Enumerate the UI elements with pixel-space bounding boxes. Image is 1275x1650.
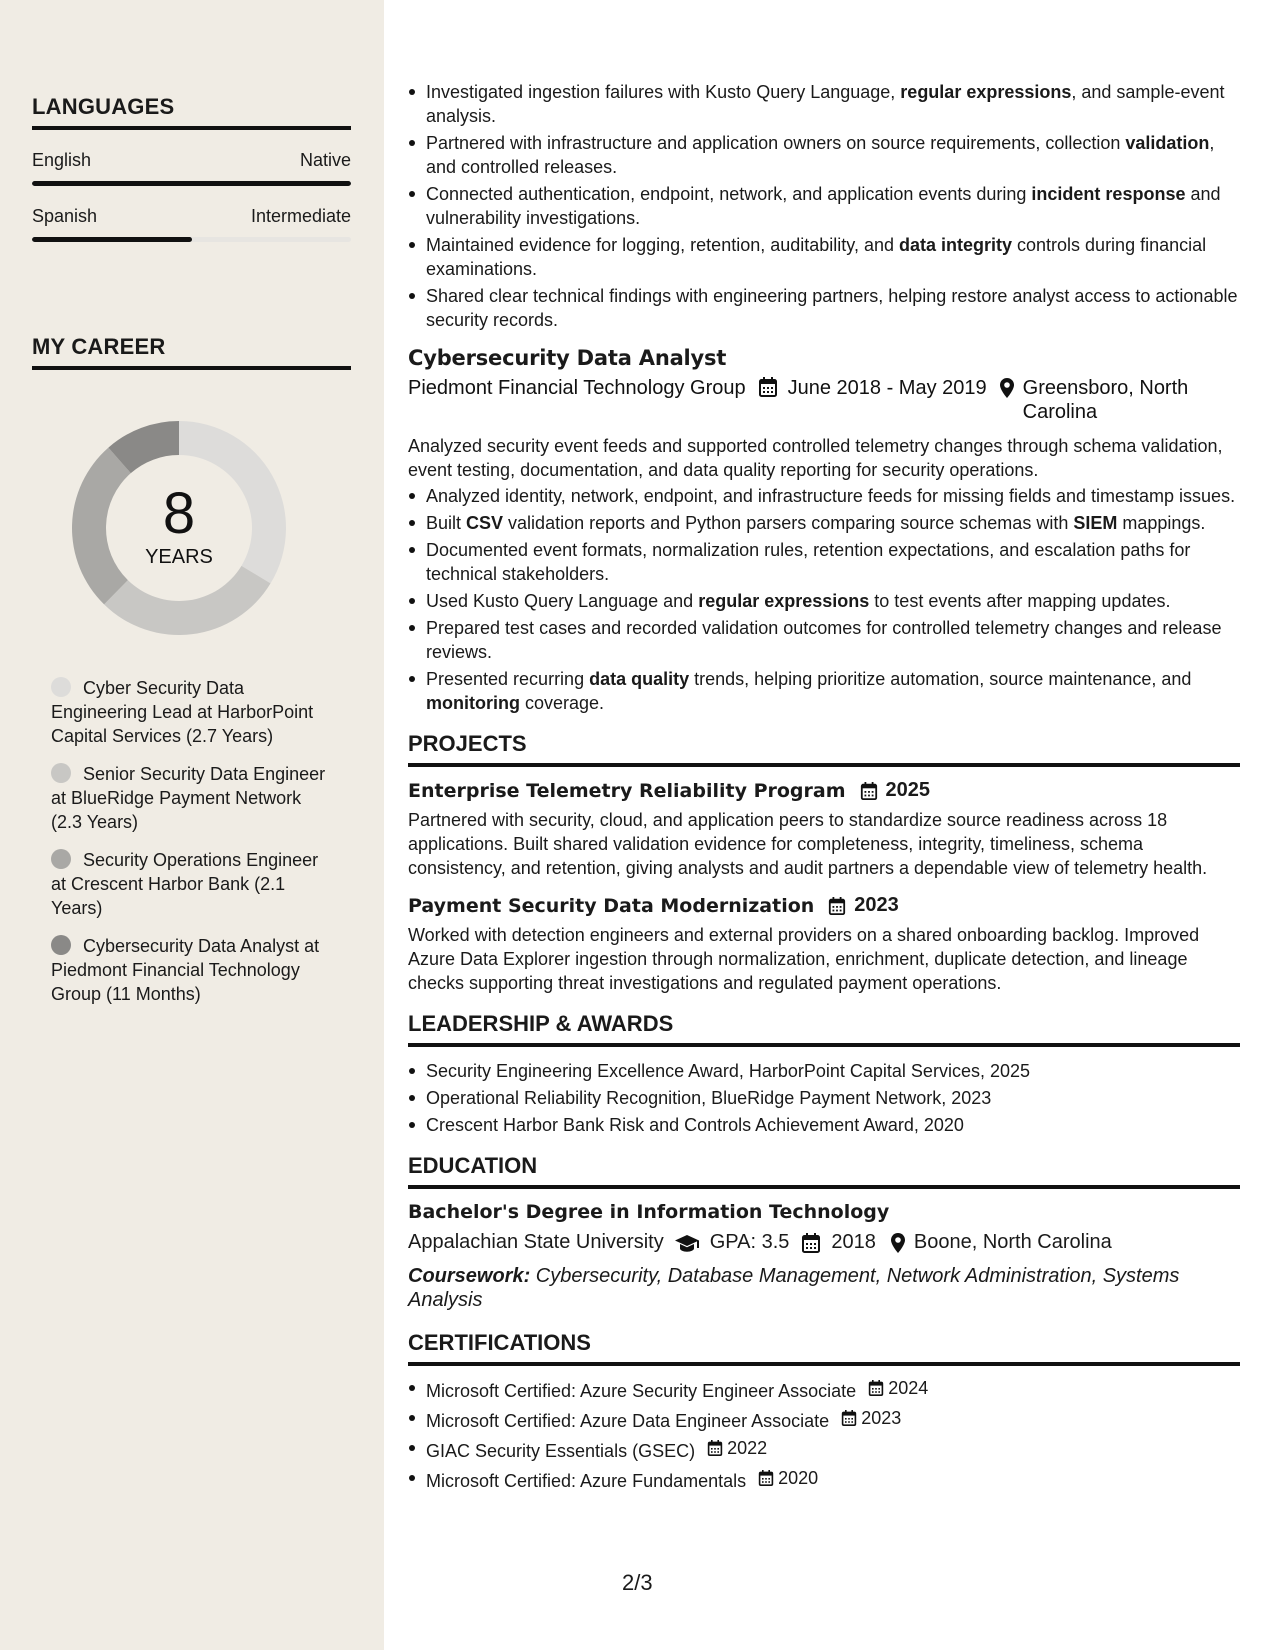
bullet-bold: CSV [466, 513, 504, 533]
certification-date-group [841, 1406, 901, 1430]
legend-label: Security Operations Engineer at Crescent Harbor Bank (2.1 Years) [51, 850, 319, 918]
career-years-label: YEARS [145, 545, 213, 568]
education-title: EDUCATION [408, 1153, 1240, 1189]
page-number: 2/3 [622, 1570, 653, 1595]
legend-label: Cyber Security Data Engineering Lead at HarborPoint Capital Services (2.7 Years) [51, 678, 314, 746]
bullet-bold: regular expressions [900, 82, 1072, 102]
bullet-bold: regular expressions [698, 591, 870, 611]
bullet-text: Shared clear technical findings with engineering partners, helping restore analyst access to actionable security records. [426, 286, 1238, 330]
legend-dot [51, 763, 71, 783]
certification-name: Microsoft Certified: Azure Fundamentals [426, 1471, 747, 1491]
legend-item [51, 934, 331, 1006]
certification-date-group [707, 1436, 767, 1460]
project-year: 2023 [854, 894, 899, 916]
awards-title: LEADERSHIP & AWARDS [408, 1011, 1240, 1047]
certification-item [408, 1406, 1240, 1433]
awards-section [408, 1011, 1240, 1137]
certification-item [408, 1466, 1240, 1493]
bullet-text: Prepared test cases and recorded validation outcomes for controlled telemetry changes and release reviews. [426, 618, 1222, 662]
bullet-item [408, 538, 1240, 586]
certification-year: 2022 [727, 1438, 768, 1458]
certifications-list [408, 1376, 1240, 1493]
language-name: Spanish [32, 206, 98, 226]
calendar-icon [707, 1439, 723, 1457]
career-donut-chart [64, 413, 294, 643]
language-proficiency-fill [32, 237, 192, 242]
award-item: Crescent Harbor Bank Risk and Controls Achievement Award, 2020 [408, 1113, 1240, 1137]
award-item: Security Engineering Excellence Award, HarborPoint Capital Services, 2025 [408, 1059, 1240, 1083]
bullet-item [408, 233, 1240, 281]
language-name: English [32, 150, 92, 170]
job-summary: Analyzed security event feeds and supported controlled telemetry changes through schema validation, event testing, documentation, and data quality reporting for security operations. [408, 436, 1223, 480]
graduation-year: 2018 [831, 1231, 876, 1253]
bullet-text: validation reports and Python parsers comparing source schemas with [503, 513, 1074, 533]
coursework-list: Cybersecurity, Database Management, Network Administration, Systems Analysis [408, 1265, 1180, 1311]
coursework [408, 1264, 1240, 1312]
bullet-text: and vulnerability investigations. [426, 184, 1221, 228]
career-section [32, 334, 351, 370]
project-item [408, 894, 1240, 995]
education-meta [408, 1231, 1240, 1254]
bullet-bold: incident response [1031, 184, 1186, 204]
certification-name: Microsoft Certified: Azure Security Engineer Associate [426, 1381, 857, 1401]
bullet-item [408, 182, 1240, 230]
bullet-text: Partnered with infrastructure and application owners on source requirements, collection [426, 133, 1126, 153]
previous-job-bullets [408, 80, 1240, 332]
legend-dot [51, 677, 71, 697]
legend-dot [51, 935, 71, 955]
bullet-text: Built [426, 513, 467, 533]
calendar-icon [828, 896, 846, 916]
bullet-bold: data integrity [898, 235, 1013, 255]
language-level: Intermediate [250, 206, 351, 226]
donut-center [64, 413, 294, 643]
bullet-bold: validation [1125, 133, 1210, 153]
project-year: 2025 [885, 779, 931, 801]
award-item: Operational Reliability Recognition, BlueRidge Payment Network, 2023 [408, 1086, 1240, 1110]
bullet-item [408, 131, 1240, 179]
job-location: Greensboro, North Carolina [1022, 377, 1189, 423]
project-item [408, 779, 1240, 880]
bullet-text: Used Kusto Query Language and [426, 591, 699, 611]
calendar-icon [758, 376, 778, 398]
certification-name: GIAC Security Essentials (GSEC) [426, 1441, 696, 1461]
calendar-icon [860, 781, 878, 801]
bullet-text: , and sample-event analysis. [426, 82, 1225, 126]
project-header [408, 894, 1240, 917]
job-dates-group [758, 376, 987, 424]
language-item [32, 150, 351, 186]
bullet-bold: data quality [589, 669, 690, 689]
language-item [32, 206, 351, 242]
bullet-text: Analyzed identity, network, endpoint, and infrastructure feeds for missing fields and timestamp issues. [426, 486, 1236, 506]
bullet-text: controls during financial examinations. [426, 235, 1207, 279]
bullet-text: mappings. [1117, 513, 1206, 533]
sidebar [0, 0, 384, 1650]
bullet-item [408, 284, 1240, 332]
location-pin-icon [999, 377, 1015, 399]
awards-list [408, 1059, 1240, 1137]
calendar-icon [758, 1469, 774, 1487]
language-proficiency-bar [32, 237, 351, 242]
certifications-section [408, 1330, 1240, 1493]
school-name: Appalachian State University [408, 1231, 664, 1253]
bullet-item [408, 484, 1240, 508]
bullet-item [408, 511, 1240, 535]
bullet-text: Investigated ingestion failures with Kusto Query Language, [426, 82, 901, 102]
bullet-text: Presented recurring [426, 669, 590, 689]
bullet-bold: SIEM [1073, 513, 1118, 533]
project-description: Worked with detection engineers and external providers on a shared onboarding backlog. Improved Azure Data Explorer ingestion through normalization, enrichment, duplicate detection, and lineage checks supporting threat investigations and regulated payment operations. [408, 925, 1200, 993]
bullet-item [408, 589, 1240, 613]
bullet-item [408, 80, 1240, 128]
certification-year: 2023 [861, 1408, 902, 1428]
job-company: Piedmont Financial Technology Group [408, 377, 746, 399]
projects-title: PROJECTS [408, 731, 1240, 767]
certification-year: 2020 [778, 1468, 819, 1488]
bullet-bold: monitoring [426, 693, 520, 713]
bullet-text: Documented event formats, normalization rules, retention expectations, and escalation paths for technical stakeholders. [426, 540, 1191, 584]
legend-label: Senior Security Data Engineer at BlueRidge Payment Network (2.3 Years) [51, 764, 326, 832]
career-legend [51, 676, 331, 1020]
bullet-item [408, 667, 1240, 715]
certification-item [408, 1376, 1240, 1403]
bullet-text: coverage. [519, 693, 605, 713]
school-location: Boone, North Carolina [913, 1231, 1112, 1253]
calendar-icon [868, 1379, 884, 1397]
job-meta [408, 376, 1240, 424]
job-location-group [999, 376, 1204, 424]
certification-name: Microsoft Certified: Azure Data Engineer Associate [426, 1411, 830, 1431]
certification-date-group [868, 1376, 928, 1400]
projects-section [408, 731, 1240, 995]
bullet-text: , and controlled releases. [426, 133, 1215, 177]
job-title: Cybersecurity Data Analyst [408, 346, 727, 370]
certification-item [408, 1436, 1240, 1463]
legend-label: Cybersecurity Data Analyst at Piedmont Financial Technology Group (11 Months) [51, 936, 320, 1004]
project-date-group [828, 894, 899, 917]
certification-year: 2024 [888, 1378, 929, 1398]
project-header [408, 779, 1240, 802]
calendar-icon [801, 1232, 821, 1254]
job-dates: June 2018 - May 2019 [787, 377, 987, 399]
languages-section [32, 94, 351, 242]
bullet-text: Maintained evidence for logging, retention, auditability, and [426, 235, 899, 255]
legend-item [51, 848, 331, 920]
legend-dot [51, 849, 71, 869]
job-bullets [408, 484, 1240, 715]
languages-title: LANGUAGES [32, 94, 351, 130]
location-pin-icon [890, 1232, 906, 1254]
language-proficiency-bar [32, 181, 351, 186]
bullet-item [408, 616, 1240, 664]
language-proficiency-fill [32, 181, 351, 186]
project-name: Enterprise Telemetry Reliability Program [408, 779, 846, 802]
certification-date-group [758, 1466, 818, 1490]
bullet-text: trends, helping prioritize automation, source maintenance, and [689, 669, 1192, 689]
main-content [408, 80, 1240, 1496]
graduation-cap-icon [674, 1233, 700, 1253]
calendar-icon [841, 1409, 857, 1427]
project-description: Partnered with security, cloud, and application peers to standardize source readiness across 18 applications. Built shared validation evidence for completeness, integrity, timeliness, schema consistency, and retention, giving analysts and audit partners a dependable view of telemetry health. [408, 810, 1208, 878]
legend-item [51, 676, 331, 748]
career-years-number: 8 [162, 480, 196, 546]
bullet-text: Connected authentication, endpoint, network, and application events during [426, 184, 1032, 204]
job-entry [408, 346, 1240, 715]
career-title: MY CAREER [32, 334, 351, 370]
bullet-text: to test events after mapping updates. [869, 591, 1171, 611]
language-level: Native [299, 150, 351, 170]
certifications-title: CERTIFICATIONS [408, 1330, 1240, 1366]
legend-item [51, 762, 331, 834]
project-date-group [860, 779, 931, 802]
education-section [408, 1153, 1240, 1312]
project-name: Payment Security Data Modernization [408, 894, 815, 917]
coursework-label: Coursework: [408, 1265, 531, 1287]
degree-title: Bachelor's Degree in Information Technology [408, 1201, 890, 1223]
gpa: GPA: 3.5 [709, 1231, 790, 1253]
